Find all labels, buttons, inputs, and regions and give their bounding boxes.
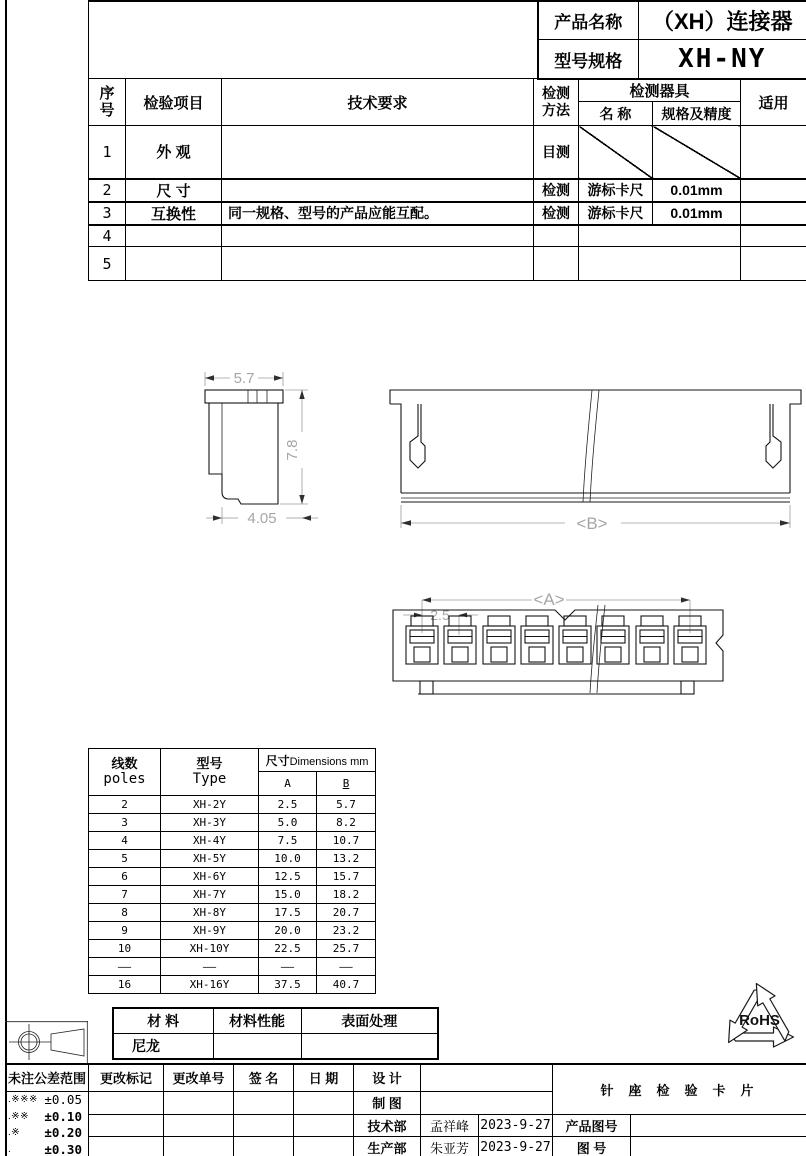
cell: 2 [89, 796, 161, 814]
cell [534, 225, 579, 247]
cell: 游标卡尺 [579, 179, 653, 202]
cell [741, 179, 806, 202]
requirement-header: 技术要求 [222, 79, 534, 126]
cell: 7.5 [259, 832, 317, 850]
cell: 3 [89, 202, 126, 225]
cell [126, 225, 222, 247]
material-property-value [213, 1034, 301, 1060]
cell: 1 [89, 126, 126, 179]
dim-label: <A> [533, 590, 565, 609]
dim-label: 7.8 [284, 439, 301, 461]
dim-label: 2.5 [430, 607, 450, 623]
cell: 互换性 [126, 202, 222, 225]
cell [89, 1091, 164, 1114]
title-block-row [6, 1137, 806, 1156]
inspection-row [89, 202, 806, 225]
col-a-header: A [259, 772, 317, 796]
item-header: 检验项目 [126, 79, 222, 126]
drawing-no-value [631, 1137, 806, 1156]
cell: 7 [89, 886, 161, 904]
tech-dept-date: 2023-9-27 [479, 1114, 553, 1136]
prod-dept-date: 2023-9-27 [479, 1137, 553, 1156]
dims-unit: mm [350, 755, 369, 768]
tolerance-item [6, 1108, 88, 1125]
cell: 检测 [534, 202, 579, 225]
poles-header-cn: 线数 [111, 755, 138, 771]
cell: 0.01mm [653, 179, 741, 202]
cell: XH-10Y [161, 940, 259, 958]
cell: 3 [89, 814, 161, 832]
product-drawing-no-value [631, 1114, 806, 1136]
drawing-no-label: 图 号 [553, 1137, 631, 1156]
cell [222, 126, 534, 179]
material-label: 材 料 [113, 1008, 213, 1034]
poles-row [89, 958, 376, 976]
cell: —— [317, 958, 376, 976]
cell [89, 1137, 164, 1156]
poles-row [89, 940, 376, 958]
cell: XH-8Y [161, 904, 259, 922]
title-block-header-row [6, 1064, 806, 1091]
front-view-drawing [385, 378, 806, 543]
instrument-name-header: 名 称 [579, 102, 653, 126]
method-header [534, 79, 579, 126]
cell: 6 [89, 868, 161, 886]
cell: —— [89, 958, 161, 976]
material-value-row [113, 1034, 438, 1060]
cell [579, 247, 741, 281]
cell: 10.0 [259, 850, 317, 868]
rohs-logo [712, 972, 806, 1064]
tolerance-list [6, 1091, 89, 1156]
poles-row [89, 850, 376, 868]
poles-header-en: poles [103, 771, 146, 788]
cell: 15.0 [259, 886, 317, 904]
poles-row [89, 796, 376, 814]
page-border-left [5, 0, 7, 1156]
cell: XH-2Y [161, 796, 259, 814]
cell: 13.2 [317, 850, 376, 868]
cell [222, 247, 534, 281]
change-order-no-header: 更改单号 [164, 1064, 234, 1091]
tolerance-item [6, 1092, 88, 1109]
poles-table [88, 748, 376, 994]
product-header-table [537, 0, 806, 80]
inspection-row [89, 247, 806, 281]
cell [741, 202, 806, 225]
material-value: 尼龙 [113, 1034, 213, 1060]
draft-label: 制 图 [354, 1091, 421, 1114]
cell: 10 [89, 940, 161, 958]
design-value-cell [421, 1064, 553, 1091]
product-name-label: 产品名称 [538, 1, 638, 40]
latch-right [766, 404, 781, 468]
cell [294, 1137, 354, 1156]
cell: XH-3Y [161, 814, 259, 832]
cell [222, 225, 534, 247]
date-header: 日 期 [294, 1064, 354, 1091]
cell [126, 247, 222, 281]
pin-view-drawing [390, 583, 735, 723]
inspection-row [89, 126, 806, 179]
cell: —— [259, 958, 317, 976]
cell [741, 225, 806, 247]
type-header-cn: 型号 [196, 755, 223, 771]
cell: 8 [89, 904, 161, 922]
product-name-value: （XH）连接器 [638, 1, 806, 40]
cavity-row [406, 616, 706, 664]
cell: 25.7 [317, 940, 376, 958]
cell: XH-6Y [161, 868, 259, 886]
cell: 23.2 [317, 922, 376, 940]
frame-line-vertical [88, 0, 89, 78]
projection-symbol [5, 1021, 88, 1063]
cell: 18.2 [317, 886, 376, 904]
cell [294, 1091, 354, 1114]
cell [164, 1114, 234, 1136]
title-block [5, 1063, 806, 1156]
method-header-text: 检测方法 [542, 85, 570, 118]
tolerance-mark: .※※※ [8, 1094, 38, 1106]
tolerance-mark: . [8, 1143, 12, 1155]
cell: 5.7 [317, 796, 376, 814]
col-b-header: B [317, 772, 376, 796]
design-label: 设 计 [354, 1064, 421, 1091]
diagonal-slash-cell [653, 126, 741, 179]
cell: 0.01mm [653, 202, 741, 225]
cell [89, 1114, 164, 1136]
cell: 4 [89, 225, 126, 247]
cell: 同一规格、型号的产品应能互配。 [222, 202, 534, 225]
side-view-drawing [178, 352, 328, 537]
cell: 40.7 [317, 976, 376, 994]
poles-row [89, 976, 376, 994]
surface-treatment-label: 表面处理 [301, 1008, 438, 1034]
tolerance-range-header: 未注公差范围 [6, 1064, 89, 1091]
poles-header-row [89, 749, 376, 772]
tolerance-mark: .※ [8, 1127, 21, 1139]
cell: 15.7 [317, 868, 376, 886]
cell [234, 1114, 294, 1136]
inspection-row [89, 225, 806, 247]
tolerance-value: ±0.20 [44, 1125, 82, 1141]
poles-row [89, 904, 376, 922]
cell: —— [161, 958, 259, 976]
cell: 9 [89, 922, 161, 940]
dims-cn: 尺寸 [265, 753, 290, 768]
inspection-table [88, 78, 806, 281]
tolerance-item [6, 1125, 88, 1142]
cell: 22.5 [259, 940, 317, 958]
dims-en: Dimensions [289, 755, 348, 768]
cell: 16 [89, 976, 161, 994]
draft-value-cell [421, 1091, 553, 1114]
cell: XH-7Y [161, 886, 259, 904]
cell [741, 126, 806, 179]
product-drawing-no-label: 产品图号 [553, 1114, 631, 1136]
dimensions-header [259, 749, 376, 772]
cell: 5 [89, 247, 126, 281]
cell: 5.0 [259, 814, 317, 832]
cell [741, 247, 806, 281]
type-header-en: Type [192, 771, 227, 788]
title-block-row [6, 1114, 806, 1136]
cell [164, 1091, 234, 1114]
tolerance-value: ±0.05 [44, 1092, 82, 1108]
diagonal-slash-cell [579, 126, 653, 179]
cell: 2.5 [259, 796, 317, 814]
cell: 20.7 [317, 904, 376, 922]
tolerance-value: ±0.10 [44, 1108, 82, 1124]
cell: XH-9Y [161, 922, 259, 940]
cell: 目测 [534, 126, 579, 179]
cell: 12.5 [259, 868, 317, 886]
cell: 4 [89, 832, 161, 850]
seq-header-text: 序号 [99, 84, 115, 119]
rohs-text: RoHS [739, 1012, 780, 1029]
cell: 外 观 [126, 126, 222, 179]
instrument-spec-header: 规格及精度 [653, 102, 741, 126]
tech-dept-name: 孟祥峰 [421, 1114, 479, 1136]
poles-row [89, 922, 376, 940]
poles-header [89, 749, 161, 796]
dim-label: 5.7 [233, 370, 255, 387]
poles-row [89, 868, 376, 886]
type-header [161, 749, 259, 796]
cell: XH-16Y [161, 976, 259, 994]
cell [234, 1137, 294, 1156]
cell [534, 247, 579, 281]
cell [579, 225, 741, 247]
dim-label: <B> [576, 514, 608, 533]
change-mark-header: 更改标记 [89, 1064, 164, 1091]
material-table [112, 1007, 439, 1060]
latch-left [410, 404, 425, 468]
surface-treatment-value [301, 1034, 438, 1060]
model-spec-label: 型号规格 [538, 40, 638, 80]
cell: XH-4Y [161, 832, 259, 850]
material-header-row [113, 1008, 438, 1034]
seq-header [89, 79, 126, 126]
dim-label: 4.05 [247, 510, 277, 527]
poles-row [89, 832, 376, 850]
cell [222, 179, 534, 202]
tolerance-value: ±0.30 [44, 1141, 82, 1156]
cell: 20.0 [259, 922, 317, 940]
poles-row [89, 814, 376, 832]
tolerance-mark: .※※ [8, 1110, 30, 1122]
cell: 检测 [534, 179, 579, 202]
cell: 游标卡尺 [579, 202, 653, 225]
inspection-row [89, 179, 806, 202]
document-title: 针座检验卡片 [553, 1064, 806, 1114]
cell: 尺 寸 [126, 179, 222, 202]
tech-dept-label: 技术部 [354, 1114, 421, 1136]
instrument-header: 检测器具 [579, 79, 741, 102]
cell [234, 1091, 294, 1114]
applicable-header: 适用 [741, 79, 806, 126]
signature-header: 签 名 [234, 1064, 294, 1091]
model-spec-value: XH-NY [638, 40, 806, 80]
cell: XH-5Y [161, 850, 259, 868]
cell: 17.5 [259, 904, 317, 922]
cell: 5 [89, 850, 161, 868]
tolerance-item [6, 1141, 88, 1156]
poles-row [89, 886, 376, 904]
cell: 2 [89, 179, 126, 202]
cell [164, 1137, 234, 1156]
cell [294, 1114, 354, 1136]
cell: 37.5 [259, 976, 317, 994]
prod-dept-label: 生产部 [354, 1137, 421, 1156]
prod-dept-name: 朱亚芳 [421, 1137, 479, 1156]
inspection-header-row [89, 79, 806, 102]
material-property-label: 材料性能 [213, 1008, 301, 1034]
cell: 10.7 [317, 832, 376, 850]
cell: 8.2 [317, 814, 376, 832]
